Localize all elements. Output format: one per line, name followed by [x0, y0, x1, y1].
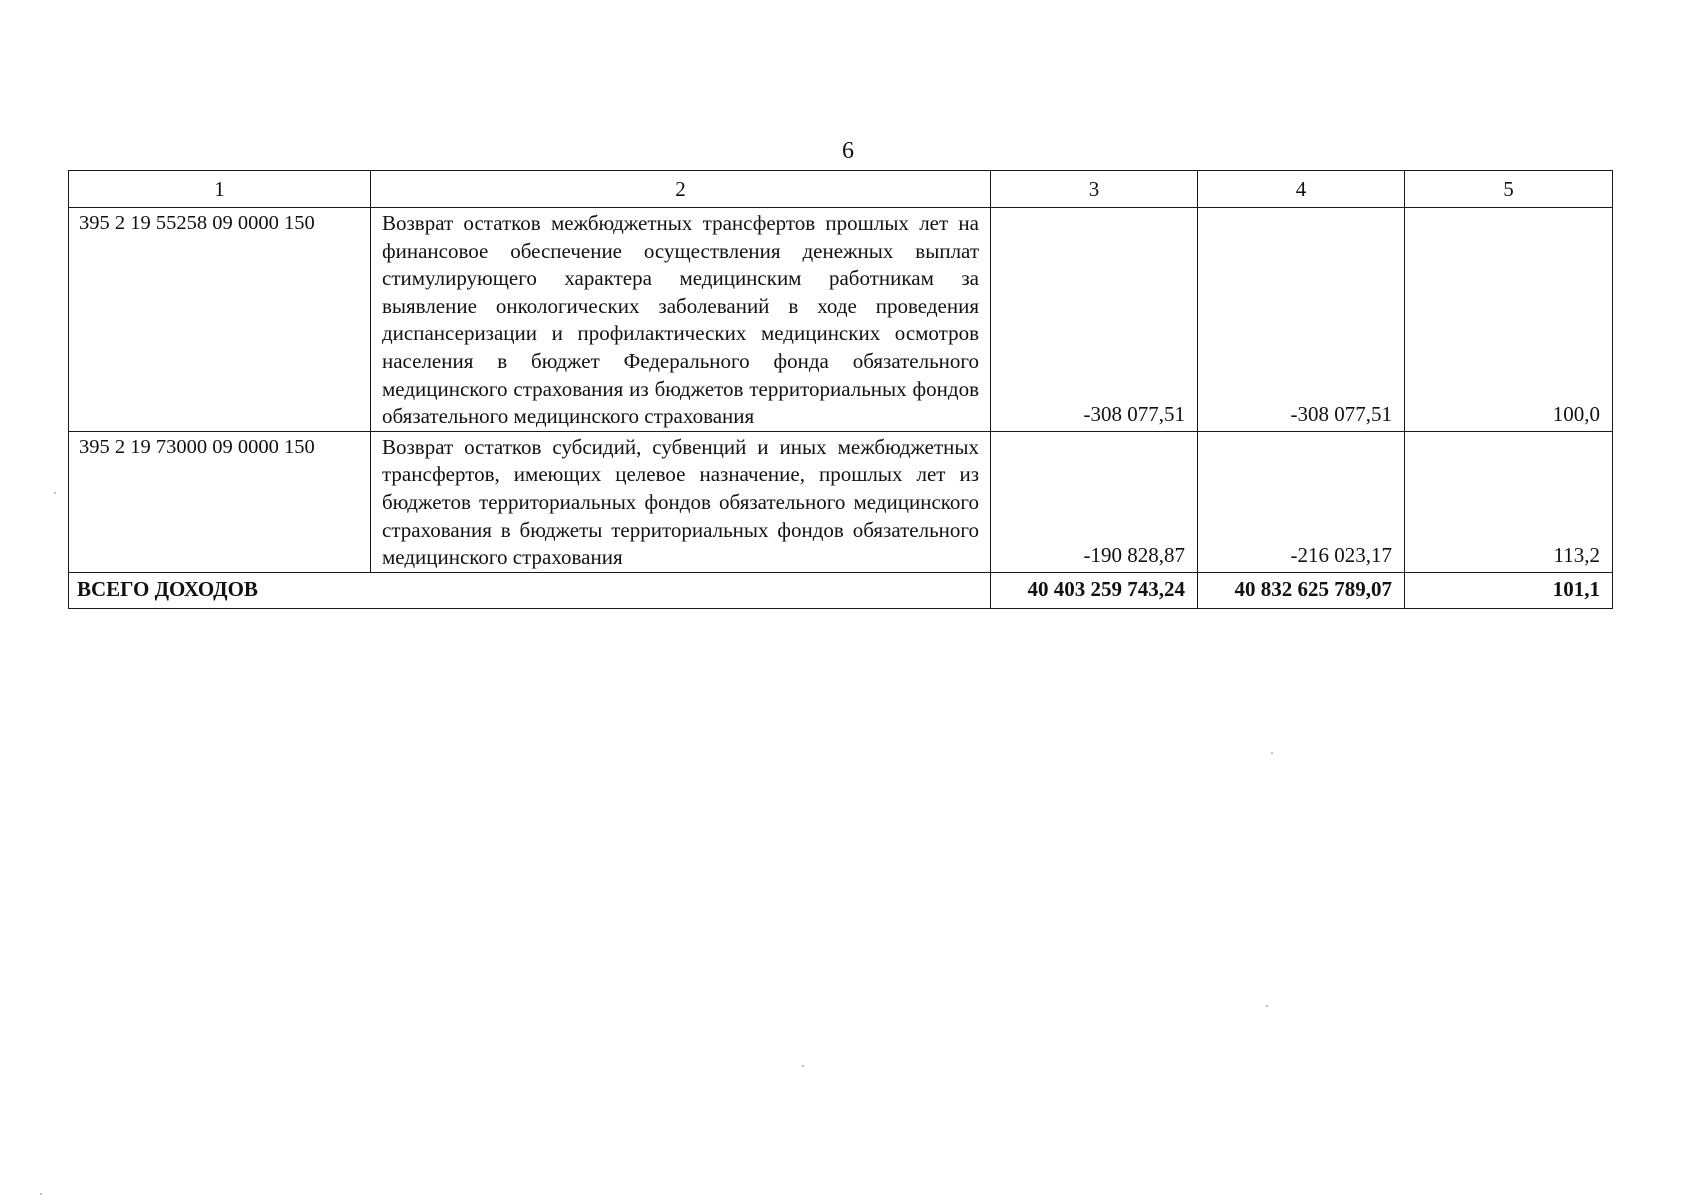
approved-amount: -308 077,51 — [991, 208, 1198, 432]
scan-artifact — [54, 492, 56, 494]
revenue-description: Возврат остатков межбюджетных трансфертов прошлых лет на финансовое обеспечение осуществления денежных выплат стимулирующего характера медицинским работникам за выявление онкологических заболеваний в ходе проведения диспансеризации и профилактических медицинских осмотров населения в бюджет Федерального фонда обязательного медицинского страхования из бюджетов территориальных фондов обязательного медицинского страхования — [371, 208, 991, 432]
column-header-1: 1 — [69, 171, 371, 208]
table-row — [69, 431, 1613, 572]
table-header-row — [69, 171, 1613, 208]
budget-code: 395 2 19 73000 09 0000 150 — [69, 431, 371, 572]
total-execution-percent: 101,1 — [1405, 572, 1613, 608]
budget-code: 395 2 19 55258 09 0000 150 — [69, 208, 371, 432]
column-header-5: 5 — [1405, 171, 1613, 208]
column-header-4: 4 — [1198, 171, 1405, 208]
approved-amount: -190 828,87 — [991, 431, 1198, 572]
revenue-description: Возврат остатков субсидий, субвенций и иных межбюджетных трансфертов, имеющих целевое назначение, прошлых лет из бюджетов территориальных фондов обязательного медицинского страхования в бюджеты территориальных фондов обязательного медицинского страхования — [371, 431, 991, 572]
total-label: ВСЕГО ДОХОДОВ — [69, 572, 991, 608]
scan-artifact — [802, 1065, 804, 1067]
execution-percent: 113,2 — [1405, 431, 1613, 572]
total-approved-amount: 40 403 259 743,24 — [991, 572, 1198, 608]
table-row — [69, 208, 1613, 432]
scan-artifact — [1266, 1005, 1268, 1007]
actual-amount: -308 077,51 — [1198, 208, 1405, 432]
actual-amount: -216 023,17 — [1198, 431, 1405, 572]
total-actual-amount: 40 832 625 789,07 — [1198, 572, 1405, 608]
execution-percent: 100,0 — [1405, 208, 1613, 432]
total-row — [69, 572, 1613, 608]
column-header-3: 3 — [991, 171, 1198, 208]
revenue-table — [68, 170, 1613, 609]
column-header-2: 2 — [371, 171, 991, 208]
scan-artifact — [40, 1193, 42, 1195]
page-number: 6 — [842, 138, 854, 164]
scan-artifact — [1271, 752, 1273, 754]
